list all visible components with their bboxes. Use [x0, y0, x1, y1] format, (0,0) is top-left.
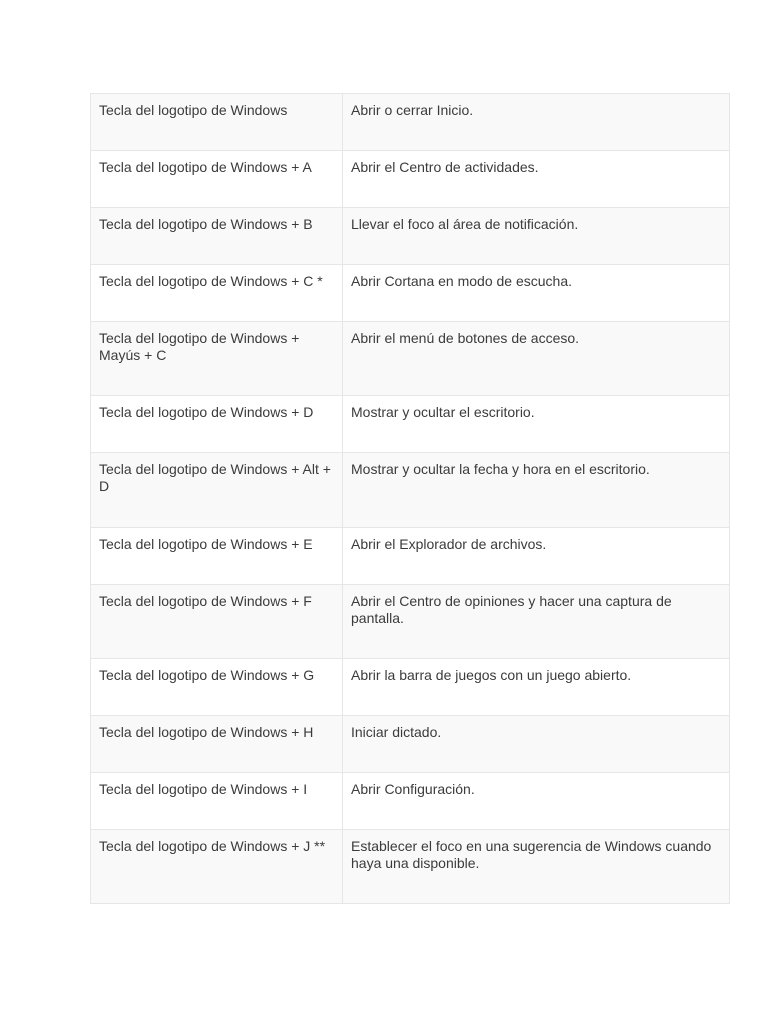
table-row	[91, 773, 730, 830]
table-row	[91, 94, 730, 151]
shortcut-keys-cell: Tecla del logotipo de Windows + C *	[91, 265, 343, 322]
table-row	[91, 659, 730, 716]
shortcut-action-cell: Abrir Cortana en modo de escucha.	[343, 265, 730, 322]
shortcut-keys-cell: Tecla del logotipo de Windows + H	[91, 716, 343, 773]
table-row	[91, 453, 730, 528]
table-row	[91, 585, 730, 659]
shortcut-keys-cell: Tecla del logotipo de Windows + D	[91, 396, 343, 453]
table-row	[91, 396, 730, 453]
shortcut-action-cell: Abrir la barra de juegos con un juego abierto.	[343, 659, 730, 716]
shortcut-keys-cell: Tecla del logotipo de Windows + J **	[91, 830, 343, 904]
shortcut-keys-cell: Tecla del logotipo de Windows + F	[91, 585, 343, 659]
table-row	[91, 830, 730, 904]
shortcut-action-cell: Abrir el menú de botones de acceso.	[343, 322, 730, 396]
table-row	[91, 716, 730, 773]
table-row	[91, 322, 730, 396]
shortcut-keys-cell: Tecla del logotipo de Windows + A	[91, 151, 343, 208]
shortcut-keys-cell: Tecla del logotipo de Windows + G	[91, 659, 343, 716]
shortcut-action-cell: Abrir el Centro de actividades.	[343, 151, 730, 208]
shortcut-action-cell: Mostrar y ocultar la fecha y hora en el escritorio.	[343, 453, 730, 528]
table-row	[91, 151, 730, 208]
table-row	[91, 208, 730, 265]
shortcut-keys-cell: Tecla del logotipo de Windows + Alt + D	[91, 453, 343, 528]
shortcut-keys-cell: Tecla del logotipo de Windows	[91, 94, 343, 151]
shortcut-keys-cell: Tecla del logotipo de Windows + B	[91, 208, 343, 265]
shortcut-action-cell: Iniciar dictado.	[343, 716, 730, 773]
shortcut-action-cell: Mostrar y ocultar el escritorio.	[343, 396, 730, 453]
keyboard-shortcuts-table	[90, 93, 730, 904]
shortcut-action-cell: Establecer el foco en una sugerencia de Windows cuando haya una disponible.	[343, 830, 730, 904]
shortcut-action-cell: Abrir el Centro de opiniones y hacer una captura de pantalla.	[343, 585, 730, 659]
shortcut-action-cell: Abrir el Explorador de archivos.	[343, 528, 730, 585]
shortcut-keys-cell: Tecla del logotipo de Windows + E	[91, 528, 343, 585]
shortcut-action-cell: Llevar el foco al área de notificación.	[343, 208, 730, 265]
shortcut-keys-cell: Tecla del logotipo de Windows + I	[91, 773, 343, 830]
table-row	[91, 528, 730, 585]
shortcut-action-cell: Abrir o cerrar Inicio.	[343, 94, 730, 151]
shortcut-action-cell: Abrir Configuración.	[343, 773, 730, 830]
shortcut-keys-cell: Tecla del logotipo de Windows + Mayús + C	[91, 322, 343, 396]
table-row	[91, 265, 730, 322]
